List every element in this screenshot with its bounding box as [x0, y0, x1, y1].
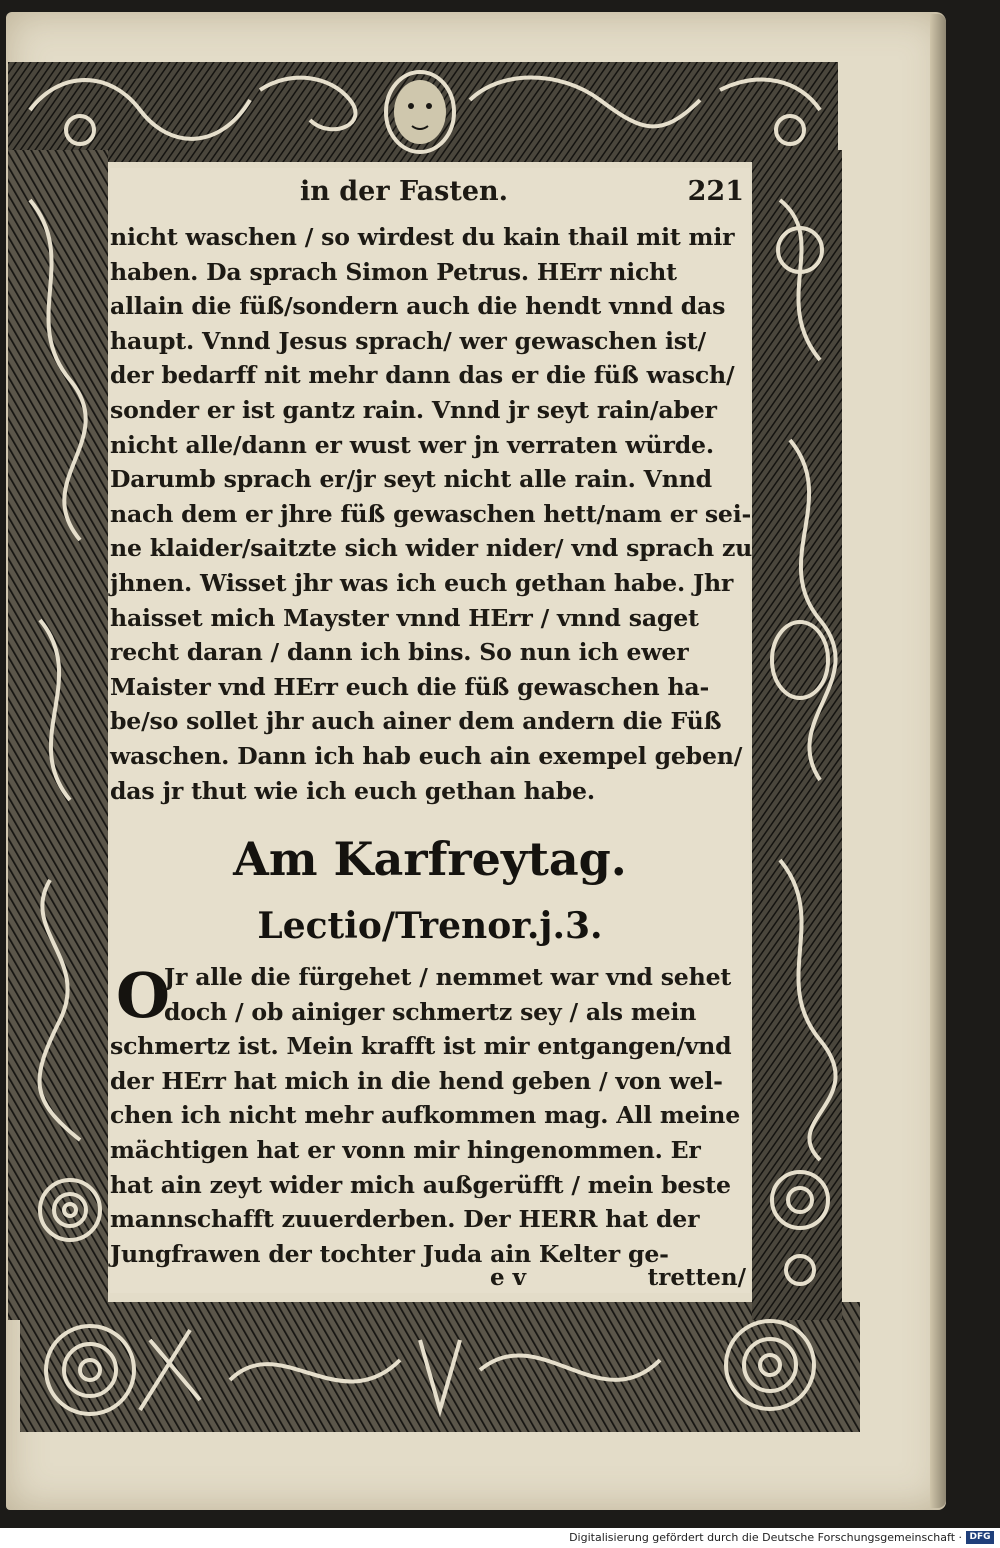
folio-number: 221 [687, 176, 744, 207]
border-right-band [752, 150, 842, 1320]
text-line: allain die füß/sondern auch die hendt vnnd das [110, 292, 726, 321]
text-line: nach dem er jhre füß gewaschen hett/nam er sei- [110, 499, 752, 528]
drop-initial: O [116, 959, 171, 1032]
page-footer [110, 1262, 750, 1296]
catchword: tretten/ [647, 1264, 746, 1291]
text-line: doch / ob ainiger schmertz sey / als mein [164, 997, 697, 1026]
running-header [110, 172, 750, 212]
text-line: chen ich nicht mehr aufkommen mag. All meine [110, 1101, 741, 1130]
section-subtitle: Lectio/Trenor.j.3. [257, 905, 603, 947]
text-line: waschen. Dann ich hab euch ain exempel geben/ [110, 741, 743, 770]
text-line: haupt. Vnnd Jesus sprach/ wer gewaschen ist/ [110, 326, 706, 355]
text-line: recht daran / dann ich bins. So nun ich ewer [110, 638, 689, 667]
text-line: mannschafft zuuerderben. Der HERR hat der [110, 1205, 700, 1234]
text-line: das jr thut wie ich euch gethan habe. [110, 776, 595, 805]
text-line: Jungfrawen der tochter Juda ain Kelter ge- [110, 1239, 669, 1268]
text-line: sonder er ist gantz rain. Vnnd jr seyt rain/aber [110, 395, 717, 424]
text-line: jhnen. Wisset jhr was ich euch gethan habe. Jhr [110, 568, 734, 597]
text-line: be/so sollet jhr auch ainer dem andern die Füß [110, 707, 722, 736]
text-line: mächtigen hat er vonn mir hingenommen. Er [110, 1135, 701, 1164]
text-line: nicht alle/dann er wust wer jn verraten würde. [110, 430, 714, 459]
section-title: Am Karfreytag. [233, 832, 627, 886]
border-left-band [8, 150, 108, 1320]
dfg-logo-icon: DFG [966, 1531, 994, 1544]
text-line: nicht waschen / so wirdest du kain thail mit mir [110, 223, 735, 251]
passage-1 [110, 220, 753, 808]
text-line: Maister vnd HErr euch die füß gewaschen ha- [110, 672, 710, 701]
text-line: schmertz ist. Mein krafft ist mir entgangen/vnd [110, 1032, 732, 1061]
text-line: ne klaider/saitzte sich wider nider/ vnd sprach zu [110, 534, 753, 563]
digitization-credit: Digitalisierung gefördert durch die Deutsche Forschungsgemeinschaft · [569, 1531, 962, 1544]
face-ornament [394, 80, 446, 144]
passage-2 [110, 960, 750, 1271]
text-line: Jr alle die fürgehet / nemmet war vnd sehet [164, 963, 732, 991]
signature-mark: e v [490, 1264, 527, 1291]
text-line: haben. Da sprach Simon Petrus. HErr nicht [110, 257, 677, 286]
text-line: der HErr hat mich in die hend geben / von wel- [110, 1066, 723, 1095]
running-title: in der Fasten. [300, 176, 509, 207]
text-line: hat ain zeyt wider mich außgerüfft / mein beste [110, 1170, 731, 1199]
text-line: Darumb sprach er/jr seyt nicht alle rain. Vnnd [110, 465, 712, 494]
text-line: der bedarff nit mehr dann das er die füß wasch/ [110, 361, 735, 390]
text-line: haisset mich Mayster vnnd HErr / vnnd saget [110, 603, 699, 632]
